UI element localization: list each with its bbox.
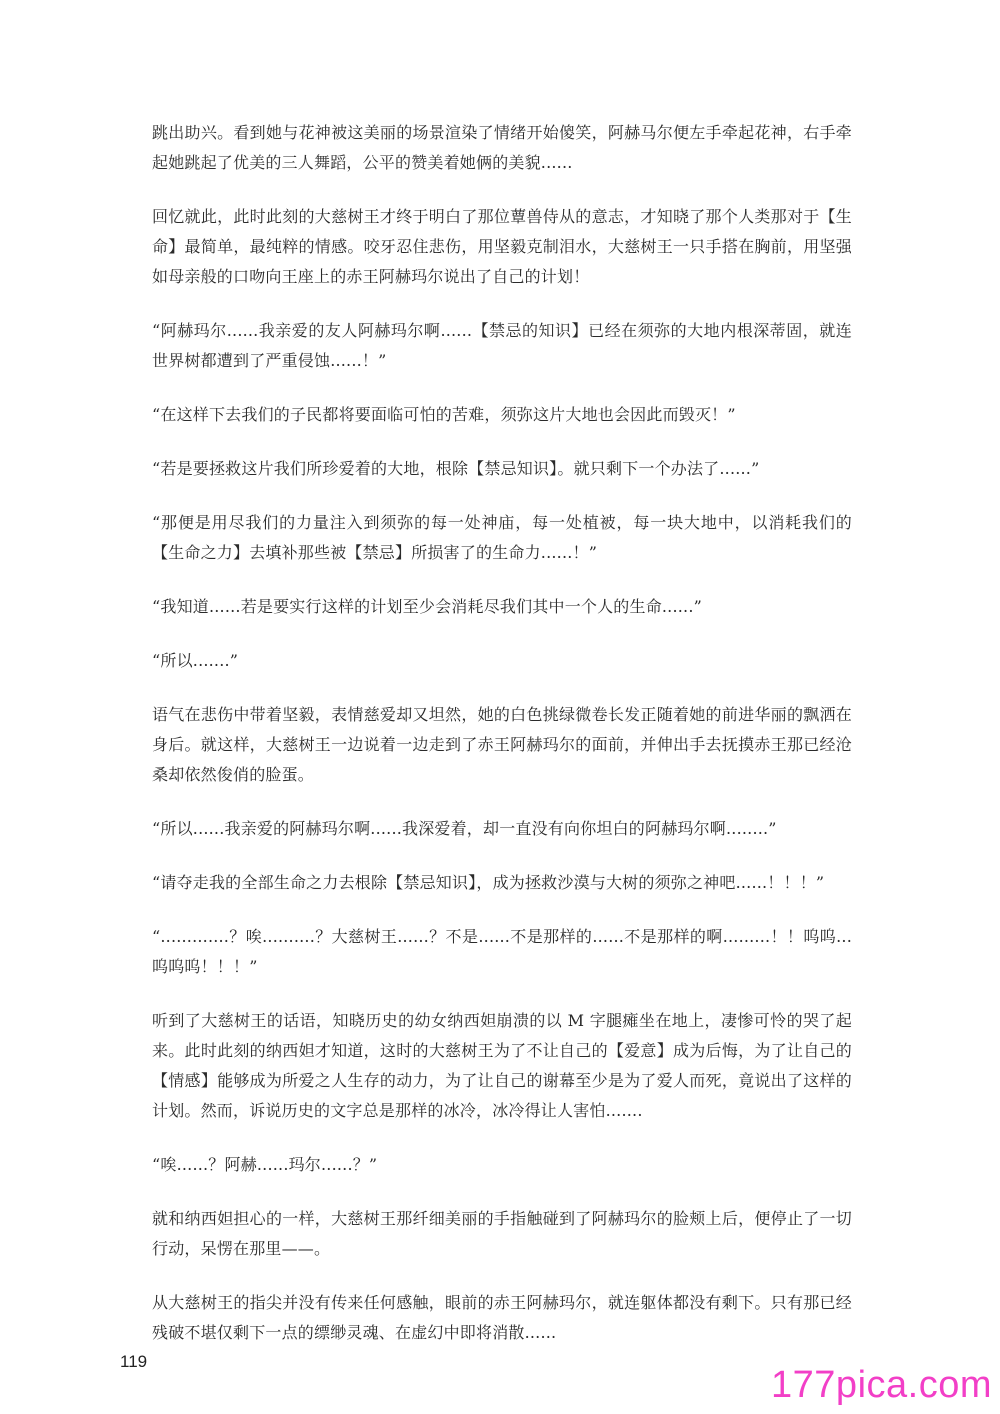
paragraph: “若是要拯救这片我们所珍爱着的大地，根除【禁忌知识】。就只剩下一个办法了......” [152, 459, 760, 478]
paragraph: “在这样下去我们的子民都将要面临可怕的苦难，须弥这片大地也会因此而毁灭！” [152, 405, 736, 424]
paragraph: “所以......我亲爱的阿赫玛尔啊......我深爱着，却一直没有向你坦白的阿赫玛尔啊........” [152, 819, 777, 838]
paragraph: 从大慈树王的指尖并没有传来任何感触，眼前的赤王阿赫玛尔，就连躯体都没有剩下。只有那已经残破不堪仅剩下一点的缥缈灵魂、在虚幻中即将消散...... [152, 1293, 852, 1342]
paragraph: 就和纳西妲担心的一样，大慈树王那纤细美丽的手指触碰到了阿赫玛尔的脸颊上后，便停止了一切行动，呆愣在那里——。 [152, 1209, 852, 1258]
paragraph: “我知道......若是要实行这样的计划至少会消耗尽我们其中一个人的生命......” [152, 597, 702, 616]
paragraph: 听到了大慈树王的话语，知晓历史的幼女纳西妲崩溃的以 M 字腿瘫坐在地上，凄惨可怜的哭了起来。此时此刻的纳西妲才知道，这时的大慈树王为了不让自己的【爱意】成为后悔，为了让自己的【情感】能够成为所爱之人生存的动力，为了让自己的谢幕至少是为了爱人而死，竟说出了这样的计划。然而，诉说历史的文字总是那样的冰冷，冰冷得让人害怕....... [152, 1011, 852, 1120]
paragraph: 跳出助兴。看到她与花神被这美丽的场景渲染了情绪开始傻笑，阿赫马尔便左手牵起花神，右手牵起她跳起了优美的三人舞蹈，公平的赞美着她俩的美貌...... [152, 123, 852, 172]
paragraph: “请夺走我的全部生命之力去根除【禁忌知识】，成为拯救沙漠与大树的须弥之神吧......！！！” [152, 873, 825, 892]
paragraph: 语气在悲伤中带着坚毅，表情慈爱却又坦然，她的白色挑绿微卷长发正随着她的前进华丽的飘洒在身后。就这样，大慈树王一边说着一边走到了赤王阿赫玛尔的面前，并伸出手去抚摸赤王那已经沧桑却依然俊俏的脸蛋。 [152, 705, 852, 784]
watermark: 177pica.com [771, 1364, 992, 1406]
paragraph: “.............？唉..........？大慈树王......？不是......不是那样的......不是那样的啊.........！！呜呜...呜呜呜！！！” [152, 927, 852, 976]
page-number: 119 [120, 1352, 148, 1371]
page-body [152, 118, 852, 1372]
paragraph: “那便是用尽我们的力量注入到须弥的每一处神庙，每一处植被，每一块大地中，以消耗我们的【生命之力】去填补那些被【禁忌】所损害了的生命力......！” [152, 513, 852, 562]
paragraph: “所以.......” [152, 651, 239, 670]
paragraph: “唉......？阿赫......玛尔......？” [152, 1155, 378, 1174]
paragraph: “阿赫玛尔......我亲爱的友人阿赫玛尔啊......【禁忌的知识】已经在须弥的大地内根深蒂固，就连世界树都遭到了严重侵蚀......！” [152, 321, 852, 370]
paragraph: 回忆就此，此时此刻的大慈树王才终于明白了那位蕈兽侍从的意志，才知晓了那个人类那对于【生命】最简单，最纯粹的情感。咬牙忍住悲伤，用坚毅克制泪水，大慈树王一只手搭在胸前，用坚强如母亲般的口吻向王座上的赤王阿赫玛尔说出了自己的计划！ [152, 207, 852, 286]
